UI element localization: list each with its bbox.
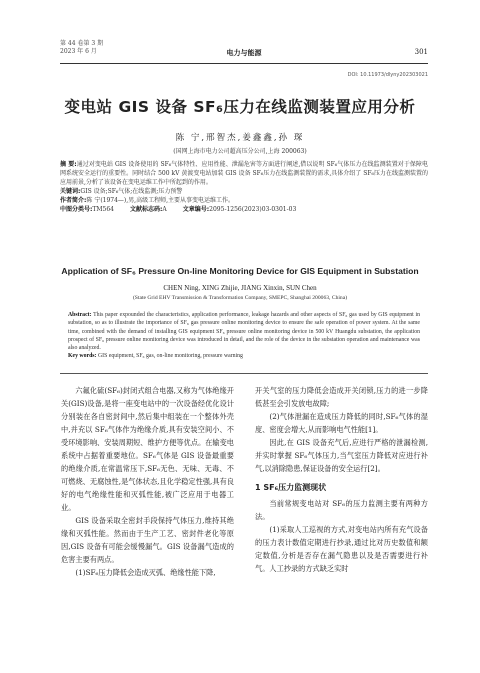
- author-bio-label: 作者简介:: [60, 197, 87, 204]
- body-paragraph: 当前常规变电站对 SF₆的压力监测主要有两种方法。: [255, 499, 428, 521]
- doi[interactable]: DOI: 10.11973/dlyny202303021: [347, 72, 428, 78]
- clc-label: 中图分类号:: [60, 206, 93, 213]
- author-bio-text: 陈 宁(1974—),男,高级工程师,主要从事变电运维工作。: [86, 197, 234, 204]
- author-list: 陈 宁,邢智杰,姜鑫鑫,孙 琛: [175, 133, 305, 143]
- journal-name: 电力与能源: [226, 49, 262, 57]
- document-code: [130, 205, 167, 214]
- author-bio: [60, 196, 428, 205]
- chinese-abstract-block: [60, 160, 428, 214]
- abstract-en-label: Abstract:: [68, 312, 92, 318]
- body-column-right: [255, 384, 428, 575]
- issue-date: 2023 年 6 月: [60, 48, 97, 55]
- keywords-en: [68, 352, 420, 360]
- keywords-cn: [60, 187, 428, 196]
- body-paragraph: 开关气室的压力降低会造成开关闭锁,压力的进一步降低甚至会引发放电故障;: [255, 386, 428, 408]
- keywords-cn-text: GIS 设备;SF₆气体;在线监测;压力预警: [80, 188, 183, 195]
- english-authors: CHEN Ning, XING Zhijie, JIANG Xinxin, SUN Chen: [163, 284, 317, 292]
- doc-code-value: A: [162, 206, 167, 213]
- keywords-cn-label: 关键词:: [60, 188, 81, 195]
- english-affiliation: (State Grid EHV Transmission & Transformation Company, SMEPC, Shanghai 200063, China): [132, 295, 348, 301]
- abstract-cn-label: 摘 要:: [60, 161, 77, 168]
- abstract-divider: [60, 373, 428, 374]
- classification-line: [60, 205, 428, 214]
- paper-title: 变电站 GIS 设备 SF₆压力在线监测装置应用分析: [64, 98, 416, 116]
- doc-code-label: 文献标志码:: [130, 206, 163, 213]
- volume-issue: 第 44 卷第 3 期: [60, 40, 104, 47]
- running-header: [60, 40, 428, 64]
- article-number: [183, 205, 297, 214]
- page-number: 301: [414, 48, 428, 56]
- article-no-label: 文章编号:: [182, 206, 210, 213]
- body-paragraph: (1)SF₆压力降低会造成灭弧、绝缘性能下降,: [75, 568, 216, 577]
- abstract-cn: [60, 160, 428, 187]
- article-no-value: 2095-1256(2023)03-0301-03: [209, 206, 297, 213]
- english-abstract-block: [68, 311, 420, 361]
- body-paragraph: GIS 设备采取全密封手段保持气体压力,维持其绝缘和灭弧性能。然而由于生产工艺、密封件老化等原因,GIS 设备有可能会缓慢漏气。GIS 设备漏气造成的危害主要有两点。: [61, 516, 234, 564]
- abstract-en: [68, 311, 420, 352]
- section-heading: 1 SF₆压力监测现状: [255, 483, 327, 492]
- body-paragraph: (1)采取人工巡视的方式,对变电站内所有充气设备的压力表计数值定期进行抄录,通过比对历史数值和额定数值,分析是否存在漏气隐患以及是否需要进行补气。人工抄录的方式缺乏实时: [255, 525, 428, 573]
- body-paragraph: 六氟化硫(SF₆)封闭式组合电器,又称为气体绝缘开关(GIS)设备,是将一座变电站中的一次设备经优化设计分别装在各自密封间中,然后集中组装在一个整体外壳中,并充以 SF₆气体作为绝缘介质,具有安装空间小、不受环境影响、安装周期短、维护方便等优点。在输变电系统中占据着重要地位。SF₆气体是 GIS 设备最重要的绝缘介质,在常温常压下,SF₆无色、无味、无毒、不可燃烧、无腐蚀性,是气体状态,且化学稳定性强,具有良好的电气绝缘性能和灭弧性能,被广泛应用于电器工业。: [61, 386, 234, 512]
- keywords-en-text: GIS equipment, SF₆ gas, on-line monitoring, pressure warning: [97, 353, 243, 360]
- clc-code: [60, 205, 114, 214]
- abstract-en-text: This paper expounded the characteristics, application performance, leakage hazards and other aspects of SF₆ gas used by GIS equipment in substation, so as to illustrate the importance of SF₆ gas pressure online monitoring device to ensure the safe operation of power system. At the same time, combined with the demand of installing GIS equipment SF₆ pressure online monitoring device in 500 kV Huangdu substation, the application prospect of SF₆ pressure online monitoring device was introduced in detail, and the role of the device in the substation operation and maintenance was also analyzed.: [68, 312, 420, 352]
- clc-value: TM564: [92, 206, 115, 213]
- body-paragraph: 因此,在 GIS 设备充气后,应进行严格的泄漏检测,并实时掌握 SF₆气体压力,当气室压力降低对应进行补气,以消除隐患,保证设备的安全运行[2]。: [255, 438, 428, 473]
- english-title: Application of SF₆ Pressure On-line Monitoring Device for GIS Equipment in Substation: [61, 266, 419, 276]
- abstract-cn-text: 通过对变电站 GIS 设备使用的 SF₆气体特性、应用性能、泄漏危害等方面进行阐述,借以说明 SF₆气体压力在线监测装置对于保障电网系统安全运行的重要性。同时结合 500 kV 黄渡变电站加装 GIS 设备 SF₆压力在线监测装置的需求,具体介绍了 SF₆压力在线监测装置的应用前景,分析了该设备在变电运维工作中所起到的作用。: [60, 161, 428, 186]
- body-column-left: [61, 384, 234, 579]
- keywords-en-label: Key words:: [68, 353, 97, 360]
- body-paragraph: (2)气体泄漏在造成压力降低的同时,SF₆气体的湿度、密度会增大,从而影响电气性能[1]。: [255, 412, 428, 434]
- affiliation: (国网上海市电力公司超高压分公司,上海 200063): [173, 148, 307, 155]
